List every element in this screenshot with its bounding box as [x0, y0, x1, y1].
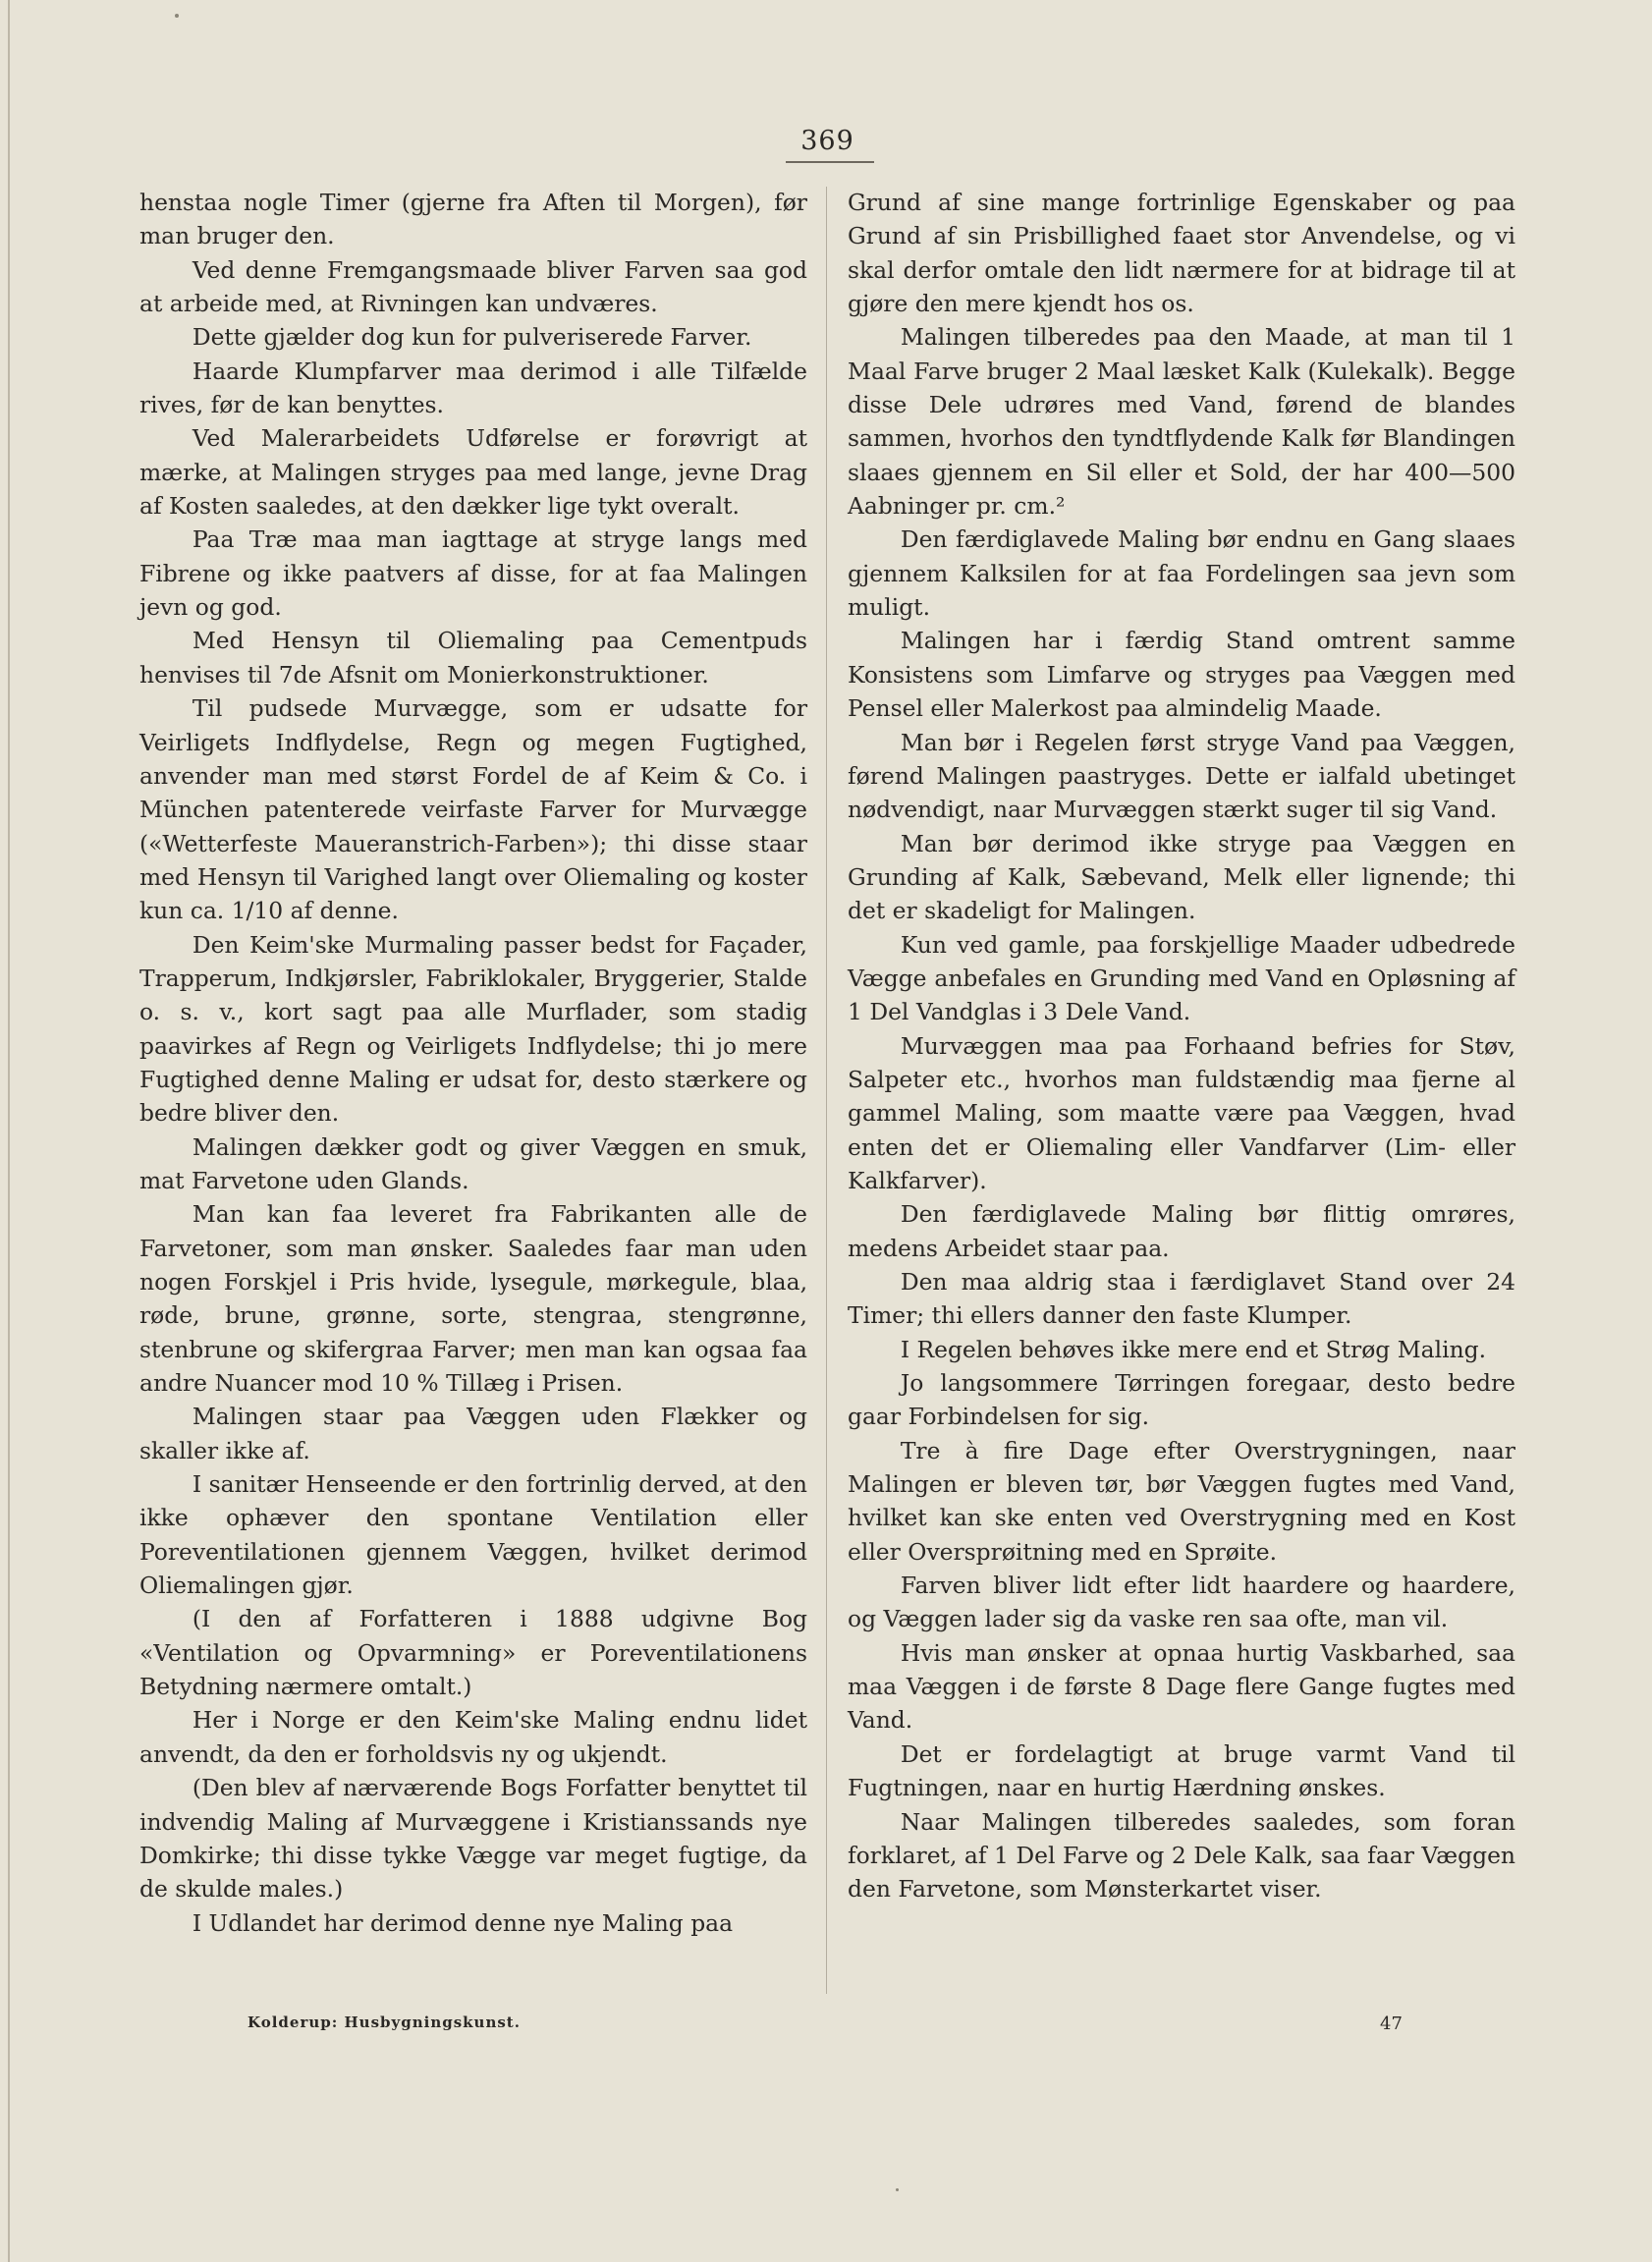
right-text-column — [848, 186, 1515, 1906]
paragraph: (I den af Forfatteren i 1888 udgivne Bog «Ventilation og Opvarmning» er Poreventilationens Betydning nærmere omtalt.) — [139, 1605, 807, 1701]
paragraph: Til pudsede Murvægge, som er udsatte for Veirligets Indflydelse, Regn og megen Fugtighed, anvender man med størst Fordel de af Keim & Co. i München patenterede veirfaste Farver for Murvægge («Wetterfeste Maueranstrich-Farben»); thi disse staar med Hensyn til Varighed langt over Oliemaling og koster kun ca. 1/10 af denne. — [139, 694, 807, 925]
paragraph: Med Hensyn til Oliemaling paa Cementpuds henvises til 7de Afsnit om Monierkonstruktioner. — [139, 627, 807, 689]
paragraph: Det er fordelagtigt at bruge varmt Vand til Fugtningen, naar en hurtig Hærdning ønskes. — [848, 1739, 1515, 1802]
paragraph: Her i Norge er den Keim'ske Maling endnu lidet anvendt, da den er forholdsvis ny og ukjendt. — [139, 1706, 807, 1768]
paragraph: Man bør i Regelen først stryge Vand paa Væggen, førend Malingen paastryges. Dette er ialfald ubetinget nødvendigt, naar Murvæggen stærkt suger til sig Vand. — [848, 728, 1515, 824]
paragraph: Man bør derimod ikke stryge paa Væggen en Grunding af Kalk, Sæbevand, Melk eller lignende; thi det er skadeligt for Malingen. — [848, 829, 1515, 925]
paragraph: Malingen har i færdig Stand omtrent samme Konsistens som Limfarve og stryges paa Væggen med Pensel eller Malerkost paa almindelig Maade. — [848, 627, 1515, 723]
paragraph: Dette gjælder dog kun for pulveriserede Farver. — [192, 323, 752, 352]
paragraph: Malingen dækker godt og giver Væggen en smuk, mat Farvetone uden Glands. — [139, 1132, 807, 1194]
paragraph: I sanitær Henseende er den fortrinlig derved, at den ikke ophæver den spontane Ventilation eller Poreventilationen gjennem Væggen, hvilket derimod Oliemalingen gjør. — [139, 1470, 807, 1600]
paragraph: Ved denne Fremgangsmaade bliver Farven saa god at arbeide med, at Rivningen kan undværes. — [139, 255, 807, 318]
paragraph: henstaa nogle Timer (gjerne fra Aften til Morgen), før man bruger den. — [139, 189, 807, 250]
paragraph: Kun ved gamle, paa forskjellige Maader udbedrede Vægge anbefales en Grunding med Vand en Opløsning af 1 Del Vandglas i 3 Dele Vand. — [848, 930, 1515, 1026]
paragraph: Den færdiglavede Maling bør endnu en Gang slaaes gjennem Kalksilen for at faa Fordelingen saa jevn som muligt. — [848, 525, 1515, 622]
paragraph: Den maa aldrig staa i færdiglavet Stand over 24 Timer; thi ellers danner den faste Klumper. — [848, 1268, 1515, 1330]
running-footer: Kolderup: Husbygningskunst. — [248, 2014, 521, 2031]
paragraph: Man kan faa leveret fra Fabrikanten alle de Farvetoner, som man ønsker. Saaledes faar man uden nogen Forskjel i Pris hvide, lysegule, mørkegule, blaa, røde, brune, grønne, sorte, stengraa, stengrønne, stenbrune og skifergraa Farver; men man kan ogsaa faa andre Nuancer mod 10 % Tillæg i Prisen. — [139, 1200, 807, 1398]
paragraph: Naar Malingen tilberedes saaledes, som foran forklaret, af 1 Del Farve og 2 Dele Kalk, saa faar Væggen den Farvetone, som Mønsterkartet viser. — [848, 1807, 1515, 1903]
paragraph: Haarde Klumpfarver maa derimod i alle Tilfælde rives, før de kan benyttes. — [139, 357, 807, 419]
paragraph: Jo langsommere Tørringen foregaar, desto bedre gaar Forbindelsen for sig. — [848, 1369, 1515, 1431]
paper-speck — [175, 14, 179, 18]
paragraph: Malingen tilberedes paa den Maade, at man til 1 Maal Farve bruger 2 Maal læsket Kalk (Kulekalk). Begge disse Dele udrøres med Vand, førend de blandes sammen, hvorhos den tyndtflydende Kalk før Blandingen slaaes gjennem en Sil eller et Sold, der har 400—500 Aabninger pr. cm.² — [848, 323, 1515, 521]
paragraph: I Udlandet har derimod denne nye Maling paa — [192, 1908, 734, 1937]
paragraph: Malingen staar paa Væggen uden Flækker og skaller ikke af. — [139, 1403, 807, 1464]
paragraph: I Regelen behøves ikke mere end et Strøg Maling. — [900, 1335, 1487, 1363]
paragraph: Grund af sine mange fortrinlige Egenskaber og paa Grund af sin Prisbillighed faaet stor Anvendelse, og vi skal derfor omtale den lidt nærmere for at bidrage til at gjøre den mere kjendt hos os. — [848, 189, 1515, 318]
paragraph: Tre à fire Dage efter Overstrygningen, naar Malingen er bleven tør, bør Væggen fugtes med Vand, hvilket kan ske enten ved Overstrygning med en Kost eller Oversprøitning med en Sprøite. — [848, 1436, 1515, 1566]
page-number: 369 — [800, 126, 854, 156]
column-divider — [826, 187, 827, 1994]
paragraph: Den færdiglavede Maling bør flittig omrøres, medens Arbeidet staar paa. — [848, 1200, 1515, 1262]
paragraph: Murvæggen maa paa Forhaand befries for Støv, Salpeter etc., hvorhos man fuldstændig maa fjerne al gammel Maling, som maatte være paa Væggen, hvad enten det er Oliemaling eller Vandfarver (Lim- eller Kalkfarver). — [848, 1031, 1515, 1194]
left-text-column — [139, 186, 807, 1940]
paragraph: Paa Træ maa man iagttage at stryge langs med Fibrene og ikke paatvers af disse, for at faa Malingen jevn og god. — [139, 525, 807, 622]
paragraph: Den Keim'ske Murmaling passer bedst for Façader, Trapperum, Indkjørsler, Fabriklokaler, Bryggerier, Stalde o. s. v., kort sagt paa alle Murflader, som stadig paavirkes af Regn og Veirligets Indflydelse; thi jo mere Fugtighed denne Maling er udsat for, desto stærkere og bedre bliver den. — [139, 930, 807, 1128]
paragraph: (Den blev af nærværende Bogs Forfatter benyttet til indvendig Maling af Murvæggene i Kristianssands nye Domkirke; thi disse tykke Vægge var meget fugtige, da de skulde males.) — [139, 1774, 807, 1903]
page-number-rule — [786, 161, 874, 163]
paper-speck — [896, 2188, 899, 2191]
paragraph: Hvis man ønsker at opnaa hurtig Vaskbarhed, saa maa Væggen i de første 8 Dage flere Gange fugtes med Vand. — [848, 1638, 1515, 1735]
paragraph: Ved Malerarbeidets Udførelse er forøvrigt at mærke, at Malingen stryges paa med lange, jevne Drag af Kosten saaledes, at den dækker lige tykt overalt. — [139, 424, 807, 521]
page-edge-line — [8, 0, 10, 2262]
paragraph: Farven bliver lidt efter lidt haardere og haardere, og Væggen lader sig da vaske ren saa ofte, man vil. — [848, 1572, 1515, 1633]
signature-mark: 47 — [1380, 2014, 1403, 2034]
